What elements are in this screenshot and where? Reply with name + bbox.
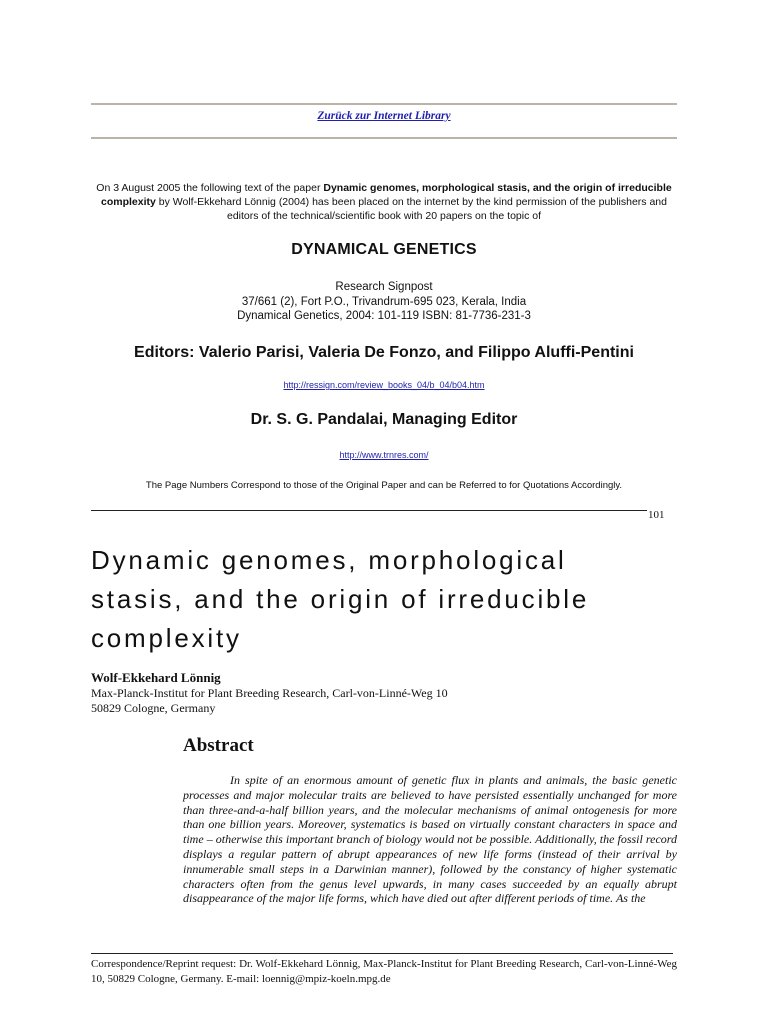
paper-title-line: complexity	[91, 623, 242, 653]
back-to-library-link-container	[91, 110, 677, 122]
author-name: Wolf-Ekkehard Lönnig	[91, 670, 221, 685]
page-number: 101	[648, 509, 665, 521]
intro-prefix: On 3 August 2005 the following text of the paper	[96, 182, 324, 194]
intro-paragraph	[91, 181, 677, 223]
paper-title-line: Dynamic genomes, morphological	[91, 545, 567, 575]
editors-url-container	[91, 380, 677, 390]
abstract-heading: Abstract	[183, 735, 254, 756]
paper-title	[91, 541, 691, 658]
book-citation: Dynamical Genetics, 2004: 101-119 ISBN: 81-7736-231-3	[237, 310, 531, 322]
publisher-info	[91, 280, 677, 324]
abstract-body	[183, 773, 677, 906]
back-to-library-link[interactable]: Zurück zur Internet Library	[317, 110, 451, 122]
abstract-paragraph: In spite of an enormous amount of genetic flux in plants and animals, the basic genetic processes and major molecular traits are believed to have persisted essentially unchanged for more than three-and-a-half billion years, and the molecular mechanisms of animal ontogenesis for more than one billion years. Moreover, systematics is based on virtually constant characters in space and time – otherwise this important branch of biology would not be possible. Additionally, the fossil record displays a regular pattern of abrupt appearances of new life forms (instead of their arrival by innumerable small steps in a Darwinian manner), followed by the constancy of higher systematic characters often from the genus level upwards, in many cases succeeded by an equally abrupt disappearance of the major life forms, which have died out after different periods of time. As the	[183, 773, 677, 906]
managing-url-container	[91, 450, 677, 460]
second-rule	[91, 137, 677, 139]
author-affiliation	[91, 686, 448, 716]
book-title: DYNAMICAL GENETICS	[291, 241, 477, 258]
editors-heading: Editors: Valerio Parisi, Valeria De Fonzo, and Filippo Aluffi-Pentini	[134, 344, 634, 361]
managing-url-link[interactable]: http://www.trnres.com/	[339, 450, 429, 460]
editors-url-link[interactable]: http://ressign.com/review_books_04/b_04/b04.htm	[283, 380, 485, 390]
affiliation-line: Max-Planck-Institut for Plant Breeding Research, Carl-von-Linné-Weg 10	[91, 686, 448, 700]
page-separator-line	[91, 510, 647, 511]
intro-suffix: by Wolf-Ekkehard Lönnig (2004) has been placed on the internet by the kind permission of the publishers and editors of the technical/scientific book with 20 papers on the topic of	[155, 196, 667, 222]
affiliation-line: 50829 Cologne, Germany	[91, 701, 216, 715]
correspondence-footnote: Correspondence/Reprint request: Dr. Wolf-Ekkehard Lönnig, Max-Planck-Institut for Plant Breeding Research, Carl-von-Linné-Weg 10, 50829 Cologne, Germany. E-mail: loennig@mpiz-koeln.mpg.de	[91, 958, 677, 985]
intro-paper-title: Dynamic genomes, morphological stasis, and the origin of irreducible complexity	[101, 182, 672, 208]
page-number-note: The Page Numbers Correspond to those of the Original Paper and can be Referred to for Quotations Accordingly.	[145, 480, 623, 491]
footnote-rule	[91, 953, 673, 954]
publisher-address: 37/661 (2), Fort P.O., Trivandrum-695 023, Kerala, India	[241, 295, 527, 308]
paper-title-line: stasis, and the origin of irreducible	[91, 584, 590, 614]
top-rule	[91, 103, 677, 105]
managing-editor-heading: Dr. S. G. Pandalai, Managing Editor	[250, 411, 518, 428]
publisher-name: Research Signpost	[335, 281, 433, 293]
